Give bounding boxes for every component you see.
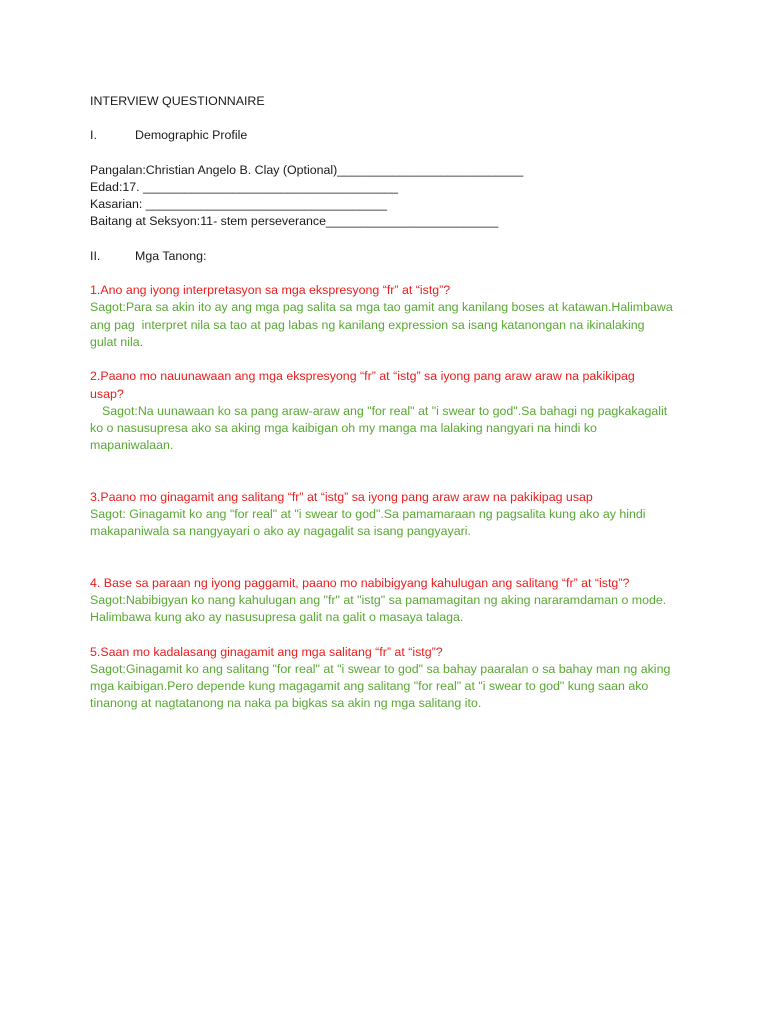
answer-line: Sagot:Ginagamit ko ang salitang "for real" at "i swear to god" sa bahay paaralan o sa bahay man ng aking <box>90 661 671 676</box>
question-block-5 <box>90 644 690 713</box>
section-number: II. <box>90 248 101 263</box>
answer-text <box>90 299 690 351</box>
answer-line: Sagot: Ginagamit ko ang "for real" at "i swear to god".Sa pamamaraan ng pagsalita kung ako ay hindi <box>90 507 646 522</box>
demographic-profile <box>90 162 690 231</box>
answer-text <box>90 506 690 541</box>
answer-line: ko o nasusupresa ako sa aking mga kaibigan oh my manga ma lalaking nangyari na hindi ko <box>90 421 597 436</box>
answer-line: ang pag interpret nila sa tao at pag labas ng kanilang expression sa isang katanongan na ikinalaking <box>90 317 645 332</box>
answer-line: makapaniwala sa nangyayari o ako ay nagagalit sa isang pangyayari. <box>90 524 471 539</box>
question-text <box>90 282 690 299</box>
answer-line: Sagot:Para sa akin ito ay ang mga pag salita sa mga tao gamit ang kanilang boses at katawan.Halimbawa <box>90 300 673 315</box>
section-label: Mga Tanong: <box>135 248 207 263</box>
question-text <box>90 575 690 592</box>
question-block-4 <box>90 575 690 627</box>
profile-sex-line: Kasarian: ___________________________________ <box>90 197 387 212</box>
profile-name-line: Pangalan:Christian Angelo B. Clay (Optional)___________________________ <box>90 162 524 177</box>
profile-section-line: Baitang at Seksyon:11- stem perseverance_________________________ <box>90 214 499 229</box>
answer-line: Halimbawa kung ako ay nasusupresa galit na galit o masaya talaga. <box>90 610 464 625</box>
question-text <box>90 644 690 661</box>
question-block-3 <box>90 489 690 541</box>
document-page <box>90 93 690 730</box>
answer-line: mapaniwalaan. <box>90 438 174 453</box>
section-number: I. <box>90 128 97 143</box>
section-label: Demographic Profile <box>135 128 248 143</box>
question-text <box>90 489 690 506</box>
answer-line: mga kaibigan.Pero depende kung magagamit ang salitang "for real" at "i swear to god" kung saan ako <box>90 679 649 694</box>
document-title: INTERVIEW QUESTIONNAIRE <box>90 94 265 108</box>
question-block-2 <box>90 368 690 454</box>
section-demographic-heading <box>90 127 690 144</box>
answer-text <box>90 661 690 713</box>
question-text <box>90 368 690 403</box>
question-line: 3.Paano mo ginagamit ang salitang “fr” at “istg” sa iyong pang araw araw na pakikipag usap <box>90 489 593 504</box>
answer-line: tinanong at nagtatanong na naka pa bigkas sa akin ng mga salitang ito. <box>90 696 482 711</box>
answer-line: Sagot:Na uunawaan ko sa pang araw-araw ang "for real" at "i swear to god".Sa bahagi ng pagkakagalit <box>102 403 668 418</box>
question-line: usap? <box>90 386 124 401</box>
question-line: 1.Ano ang iyong interpretasyon sa mga ekspresyong “fr” at “istg”? <box>90 283 451 298</box>
question-line: 4. Base sa paraan ng iyong paggamit, paano mo nabibigyang kahulugan ang salitang “fr” at “istg”? <box>90 575 630 590</box>
answer-text <box>90 403 690 455</box>
question-line: 5.Saan mo kadalasang ginagamit ang mga salitang “fr” at “istg”? <box>90 644 443 659</box>
question-line: 2.Paano mo nauunawaan ang mga ekspresyong “fr” at “istg” sa iyong pang araw araw na pakikipag <box>90 369 635 384</box>
answer-line: gulat nila. <box>90 334 144 349</box>
section-questions-heading <box>90 248 690 265</box>
profile-age-line: Edad:17. _____________________________________ <box>90 179 399 194</box>
answer-text <box>90 592 690 627</box>
answer-line: Sagot:Nabibigyan ko nang kahulugan ang "fr" at "istg" sa pamamagitan ng aking nararamdaman o mode. <box>90 592 667 607</box>
question-block-1 <box>90 282 690 351</box>
